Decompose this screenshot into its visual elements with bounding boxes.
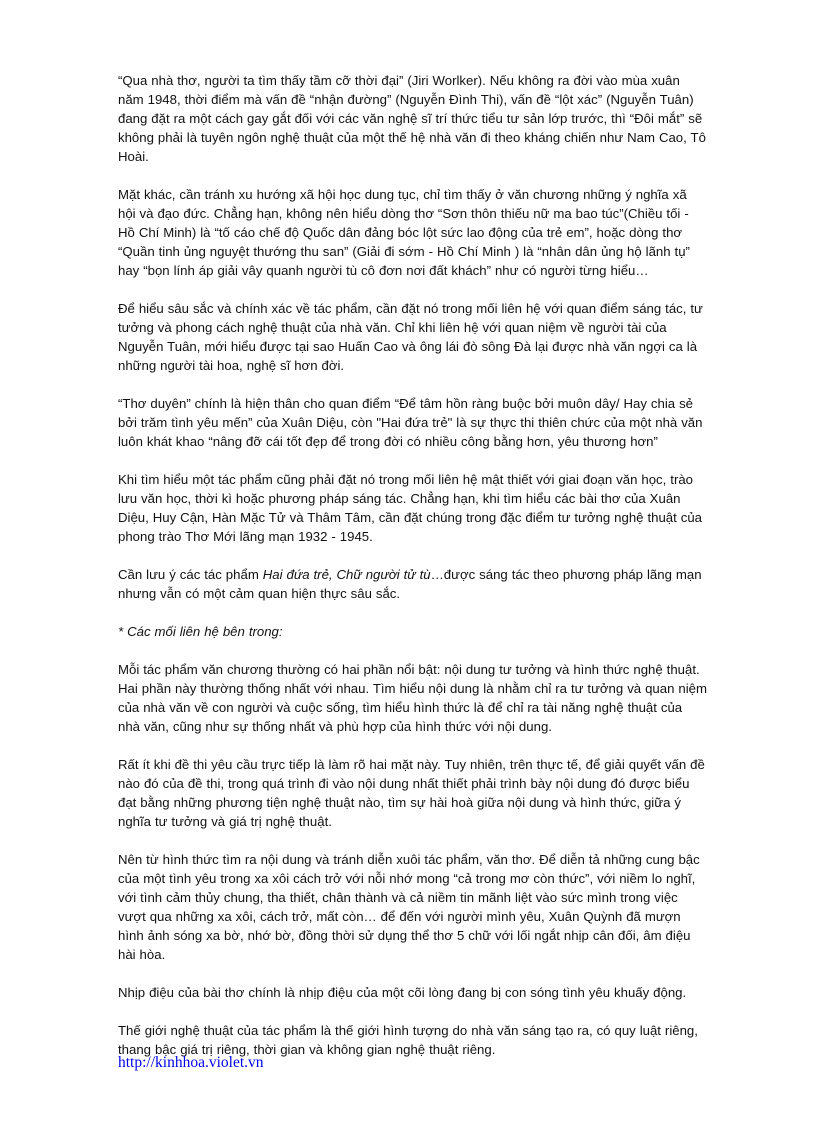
section-heading-internal-relations: * Các mối liên hệ bên trong:	[118, 624, 283, 639]
footer-website-link[interactable]: http://kinhhoa.violet.vn	[118, 1054, 264, 1071]
paragraph-10: Nên từ hình thức tìm ra nội dung và tránh diễn xuôi tác phẩm, văn thơ. Để diễn tả những cung bậc của một tình yêu trong xa xôi cách trở với nỗi nhớ mong “cả trong mơ còn thức”, với niềm lo nghĩ, với tình cảm thủy chung, tha thiết, chân thành và cả niềm tin mãnh liệt vào sức mình trong việc vượt qua những xa xôi, cách trở, mất còn… để đến với người mình yêu, Xuân Quỳnh đã mượn hình ảnh sóng xa bờ, nhớ bờ, đồng thời sử dụng thể thơ 5 chữ với lối ngắt nhịp cân đối, âm điệu hài hòa.	[118, 852, 700, 962]
paragraph-5: Khi tìm hiểu một tác phẩm cũng phải đặt nó trong mối liên hệ mật thiết với giai đoạn văn học, trào lưu văn học, thời kì hoặc phương pháp sáng tác. Chẳng hạn, khi tìm hiểu các bài thơ của Xuân Diệu, Huy Cận, Hàn Mặc Tử và Thâm Tâm, cần đặt chúng trong đặc điểm tư tưởng nghệ thuật của phong trào Thơ Mới lãng mạn 1932 - 1945.	[118, 472, 703, 544]
paragraph-6-rest: …được sáng tác theo phương pháp lãng mạn nhưng vẫn có một cảm quan hiện thực sâu sắc.	[118, 567, 702, 601]
paragraph-1: “Qua nhà thơ, người ta tìm thấy tầm cỡ thời đại” (Jiri Worlker). Nếu không ra đời vào mùa xuân năm 1948, thời điểm mà vấn đề “nhận đường” (Nguyễn Đình Thi), vấn đề “lột xác” (Nguyễn Tuân) đang đặt ra một cách gay gắt đối với các văn nghệ sĩ trí thức tiểu tư sản lớp trước, thì “Đôi mắt” sẽ không phải là tuyên ngôn nghệ thuật của một thế hệ nhà văn đi theo kháng chiến như Nam Cao, Tô Hoài.	[118, 73, 706, 164]
paragraph-12: Thế giới nghệ thuật của tác phẩm là thế giới hình tượng do nhà văn sáng tạo ra, có quy luật riêng, thang bậc giá trị riêng, thời gian và không gian nghệ thuật riêng.	[118, 1023, 698, 1057]
paragraph-6-italic-titles: Hai đứa trẻ, Chữ người tử tù	[262, 567, 431, 582]
paragraph-6	[118, 565, 708, 603]
paragraph-3: Để hiểu sâu sắc và chính xác về tác phẩm, cần đặt nó trong mối liên hệ với quan điểm sáng tác, tư tưởng và phong cách nghệ thuật của nhà văn. Chỉ khi liên hệ với quan niệm về người tài của Nguyễn Tuân, mới hiểu được tại sao Huấn Cao và ông lái đò sông Đà lại được nhà văn ngợi ca là những người tài hoa, nghệ sĩ hơn đời.	[118, 301, 703, 373]
paragraph-9: Rất ít khi đề thi yêu cầu trực tiếp là làm rõ hai mặt này. Tuy nhiên, trên thực tế, để giải quyết vấn đề nào đó của đề thi, trong quá trình đi vào nội dung nhất thiết phải trình bày nội dung đó được biểu đạt bằng những phương tiện nghệ thuật nào, tìm sự hài hoà giữa nội dung và hình thức, giữa ý nghĩa tư tưởng và giá trị nghệ thuật.	[118, 757, 705, 829]
paragraph-8: Mỗi tác phẩm văn chương thường có hai phần nổi bật: nội dung tư tưởng và hình thức nghệ thuật. Hai phần này thường thống nhất với nhau. Tìm hiểu nội dung là nhằm chỉ ra tư tưởng và quan niệm của nhà văn về con người và cuộc sống, tìm hiểu hình thức là để chỉ ra tài năng nghệ thuật của nhà văn, cũng như sự thống nhất và phù hợp của hình thức với nội dung.	[118, 662, 707, 734]
paragraph-6-lead: Cần lưu ý các tác phẩm	[118, 567, 263, 582]
paragraph-2: Mặt khác, cần tránh xu hướng xã hội học dung tục, chỉ tìm thấy ở văn chương những ý nghĩa xã hội và đạo đức. Chẳng hạn, không nên hiểu dòng thơ “Sơn thôn thiếu nữ ma bao túc”(Chiều tối - Hồ Chí Minh) là “tố cáo chế độ Quốc dân đảng bóc lột sức lao động của trẻ em”, hoặc dòng thơ “Quần tinh ủng nguyệt thướng thu san” (Giải đi sớm - Hồ Chí Minh ) là “nhân dân ủng hộ lãnh tụ” hay “bọn lính áp giải vây quanh người tù cô đơn nơi đất khách” như có người từng hiểu…	[118, 187, 690, 278]
paragraph-4: “Thơ duyên” chính là hiện thân cho quan điểm “Để tâm hồn ràng buộc bởi muôn dây/ Hay chia sẻ bởi trăm tình yêu mến” của Xuân Diệu, còn "Hai đứa trẻ" là sự thực thi thiên chức của một nhà văn luôn khát khao “nâng đỡ cái tốt đẹp để trong đời có nhiều công bằng hơn, yêu thương hơn”	[118, 396, 703, 449]
paragraph-11: Nhịp điệu của bài thơ chính là nhịp điệu của một cõi lòng đang bị con sóng tình yêu khuấy động.	[118, 985, 687, 1000]
document-body	[118, 71, 708, 1078]
